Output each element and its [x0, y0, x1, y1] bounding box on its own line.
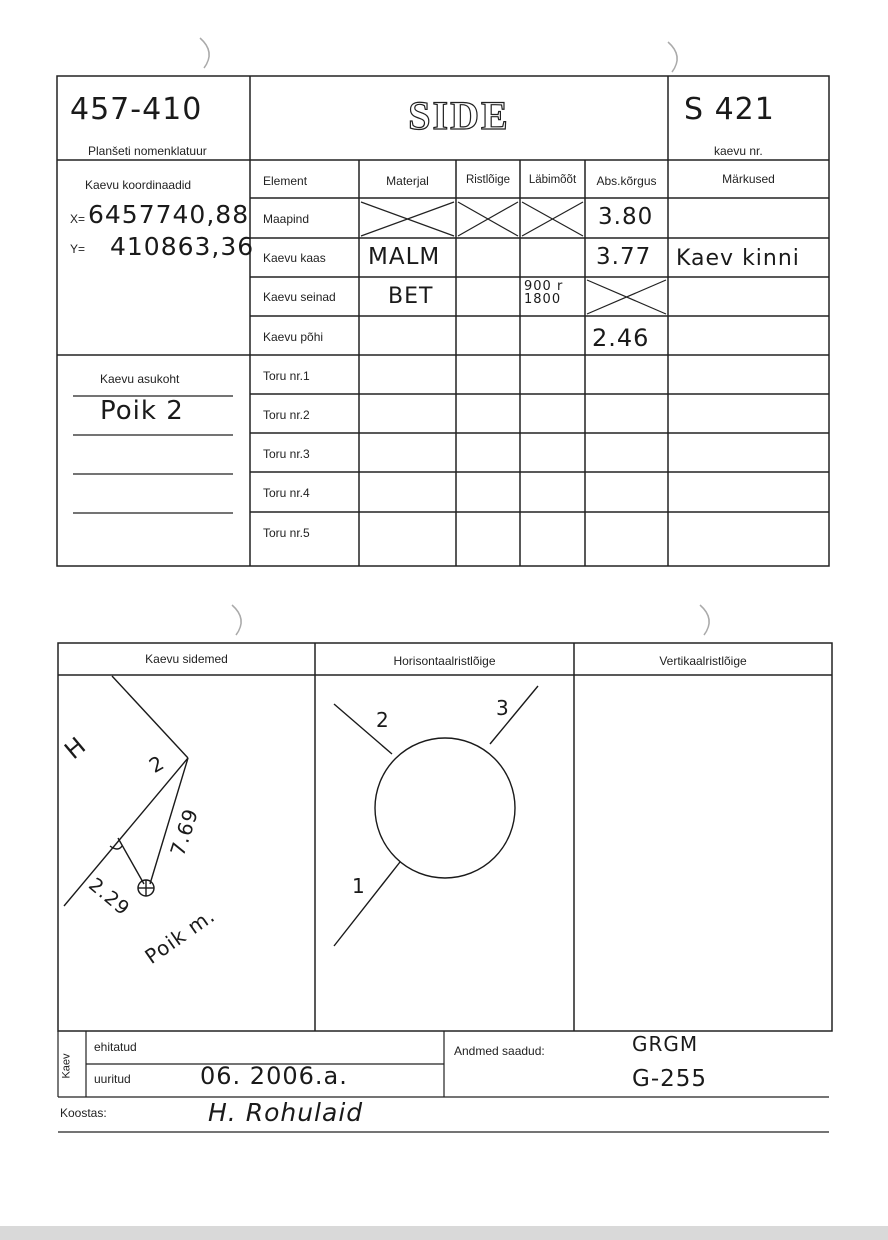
row-element: Maapind	[263, 212, 310, 226]
scan-edge	[0, 1226, 888, 1240]
y-coordinate: 410863,36	[110, 232, 255, 261]
row-element: Toru nr.5	[263, 526, 310, 540]
col-header-element: Element	[263, 174, 308, 188]
uuritud-value: 06. 2006.a.	[200, 1062, 348, 1090]
col-header-abs-korgus: Abs.kõrgus	[596, 174, 657, 188]
form-title: SIDE	[408, 93, 510, 138]
sketch-label-distance: 2.29	[84, 873, 134, 921]
x-coordinate: 6457740,88	[88, 200, 250, 229]
row-element: Toru nr.3	[263, 447, 310, 461]
row-element: Kaevu seinad	[263, 290, 336, 304]
sketch-label-2: 2	[144, 750, 169, 778]
well-number-label: kaevu nr.	[714, 144, 763, 158]
row-element: Kaevu kaas	[263, 251, 326, 265]
col-header-markused: Märkused	[722, 172, 775, 186]
y-prefix: Y=	[70, 242, 86, 256]
pipe-label-3: 3	[496, 696, 510, 720]
row-element: Toru nr.4	[263, 486, 310, 500]
row-abs-value: 2.46	[592, 324, 650, 352]
x-prefix: X=	[70, 212, 86, 226]
koostas-value: H. Rohulaid	[208, 1098, 364, 1127]
koostas-label: Koostas:	[60, 1106, 107, 1120]
pipe-label-1: 1	[352, 874, 366, 898]
row-labimoot-value: 900 r 1800	[524, 279, 564, 307]
ehitatud-label: ehitatud	[94, 1040, 137, 1054]
well-number-value: S 421	[684, 92, 775, 127]
nomenclature-label: Planšeti nomenklatuur	[88, 144, 207, 158]
location-label: Kaevu asukoht	[100, 372, 180, 386]
sketch-label-street: Poik m.	[140, 903, 220, 969]
col-header-ristloige: Ristlõige	[465, 174, 511, 186]
sketch-label-distance: 7.69	[165, 805, 204, 859]
kaev-side-label-box	[60, 1048, 84, 1084]
row-element: Toru nr.2	[263, 408, 310, 422]
kaev-side-label: Kaev	[60, 1053, 73, 1079]
col-header-materjal: Materjal	[386, 174, 429, 188]
andmed-label: Andmed saadud:	[454, 1044, 545, 1058]
pipe-label-2: 2	[376, 708, 390, 732]
connection-sketch	[64, 676, 188, 906]
row-element: Kaevu põhi	[263, 330, 324, 344]
col-title-sidemed: Kaevu sidemed	[145, 652, 228, 666]
nomenclature-value: 457-410	[70, 92, 203, 127]
col-header-labimoot: Läbimõõt	[528, 174, 577, 186]
row-abs-value: 3.77	[596, 244, 652, 270]
andmed-value: GRGM	[632, 1032, 699, 1056]
row-materjal-value: BET	[388, 284, 434, 309]
coords-label: Kaevu koordinaadid	[85, 178, 192, 192]
row-element: Toru nr.1	[263, 369, 310, 383]
sketch-label-h: H	[59, 731, 92, 765]
row-materjal-value: MALM	[368, 244, 441, 270]
uuritud-label: uuritud	[94, 1072, 131, 1086]
location-value: Poik 2	[100, 396, 184, 426]
row-markused-value: Kaev kinni	[676, 246, 800, 271]
row-abs-value: 3.80	[598, 204, 654, 230]
col-title-horisontaal: Horisontaalristlõige	[393, 654, 496, 668]
col-title-vertikaal: Vertikaalristlõige	[659, 654, 747, 668]
andmed-value: G-255	[632, 1066, 708, 1092]
horizontal-section-sketch	[334, 686, 538, 946]
